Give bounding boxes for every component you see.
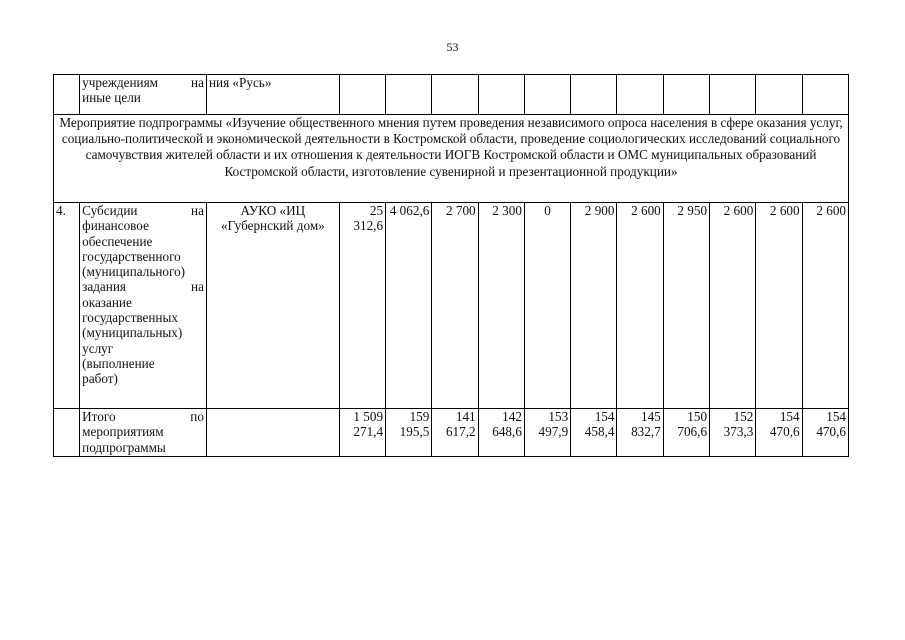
name-line: государственных: [82, 310, 178, 326]
name-word: учреждениям: [82, 75, 159, 90]
cell-name: [80, 75, 207, 115]
cell-total-value: 153 497,9: [524, 409, 570, 457]
cell-value: [710, 75, 756, 115]
cell-value: 25 312,6: [339, 203, 385, 409]
cell-value: [756, 75, 802, 115]
cell-value: 2 600: [756, 203, 802, 409]
table-row-continued: [54, 75, 849, 115]
name-word: задания: [82, 279, 126, 295]
name-line: иные цели: [82, 90, 141, 106]
table-row-item: [54, 203, 849, 409]
cell-value: [663, 75, 709, 115]
cell-value: 2 300: [478, 203, 524, 409]
table-row-total: [54, 409, 849, 457]
measure-title: Мероприятие подпрограммы «Изучение общественного мнения путем проведения независимого опроса населения в сфере оказания услуг, социально-политической и экономической деятельности в Костромской области, проведение социологических исследований социального самочувствия жителей области и их отношения к деятельности ИОГВ Костромской области и ОМС муниципальных образований Костромской области, изготовление сувенирной и презентационной продукции»: [54, 115, 849, 203]
total-line: подпрограммы: [82, 439, 166, 455]
cell-value: 2 900: [571, 203, 617, 409]
budget-table: [53, 74, 849, 457]
cell-value: 2 600: [617, 203, 663, 409]
cell-total-label: [80, 409, 207, 457]
cell-executor: [206, 409, 339, 457]
executor-line: АУКО «ИЦ: [240, 203, 306, 218]
name-line: [82, 279, 204, 294]
cell-number: [54, 409, 80, 457]
cell-value: [478, 75, 524, 115]
cell-total-value: 154 470,6: [802, 409, 848, 457]
total-line: мероприятиям: [82, 424, 164, 440]
cell-value: [617, 75, 663, 115]
cell-executor: ния «Русь»: [206, 75, 339, 115]
name-word: на: [191, 279, 204, 295]
name-line: финансовое: [82, 218, 149, 234]
cell-value: [386, 75, 432, 115]
name-line: государственного: [82, 248, 181, 264]
cell-value: 2 600: [710, 203, 756, 409]
cell-name: [80, 203, 207, 409]
cell-number: 4.: [54, 203, 80, 409]
name-line: оказание: [82, 294, 132, 310]
page-number: 53: [446, 40, 459, 54]
cell-value: [802, 75, 848, 115]
cell-total-value: 154 470,6: [756, 409, 802, 457]
cell-total-value: 1 509 271,4: [339, 409, 385, 457]
name-line: обеспечение: [82, 233, 153, 249]
cell-value: 2 950: [663, 203, 709, 409]
name-line: (выполнение: [82, 355, 155, 371]
cell-total-value: 142 648,6: [478, 409, 524, 457]
table-row-measure-title: [54, 115, 849, 203]
name-word: Субсидии: [82, 203, 138, 218]
total-word: по: [190, 409, 204, 424]
cell-value: 0: [524, 203, 570, 409]
name-word: на: [191, 75, 204, 90]
cell-total-value: 159 195,5: [386, 409, 432, 457]
cell-value: [339, 75, 385, 115]
cell-total-value: 152 373,3: [710, 409, 756, 457]
executor-line: «Губернский дом»: [220, 218, 325, 234]
cell-value: 4 062,6: [386, 203, 432, 409]
cell-value: 2 600: [802, 203, 848, 409]
name-line: услуг: [82, 340, 114, 356]
cell-value: [432, 75, 478, 115]
name-word: на: [191, 203, 204, 218]
cell-total-value: 145 832,7: [617, 409, 663, 457]
name-line: (муниципального): [82, 264, 186, 280]
cell-total-value: 141 617,2: [432, 409, 478, 457]
cell-number: [54, 75, 80, 115]
total-word: Итого: [82, 409, 116, 424]
name-line: работ): [82, 371, 118, 387]
cell-value: [524, 75, 570, 115]
cell-value: 2 700: [432, 203, 478, 409]
name-line: [82, 203, 204, 218]
cell-total-value: 150 706,6: [663, 409, 709, 457]
cell-executor: [206, 203, 339, 409]
cell-total-value: 154 458,4: [571, 409, 617, 457]
cell-value: [571, 75, 617, 115]
name-line: (муниципальных): [82, 325, 183, 341]
